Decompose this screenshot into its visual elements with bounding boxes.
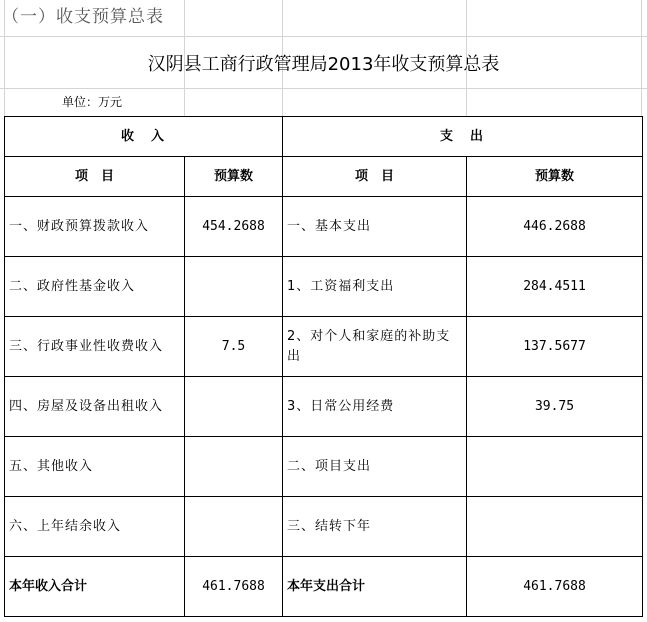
column-header-row xyxy=(5,157,643,197)
income-budget-header: 预算数 xyxy=(185,157,283,197)
table-row xyxy=(5,197,643,257)
table-row xyxy=(5,437,643,497)
expense-value: 39.75 xyxy=(467,377,643,437)
table-header-row xyxy=(5,117,643,157)
expense-item: 2、对个人和家庭的补助支出 xyxy=(283,317,467,377)
income-item: 六、上年结余收入 xyxy=(5,497,185,557)
budget-table xyxy=(4,116,643,617)
expense-item: 二、项目支出 xyxy=(283,437,467,497)
expense-item: 1、工资福利支出 xyxy=(283,257,467,317)
total-row xyxy=(5,557,643,617)
expense-value: 137.5677 xyxy=(467,317,643,377)
income-value: 7.5 xyxy=(185,317,283,377)
income-value xyxy=(185,257,283,317)
expense-value xyxy=(467,437,643,497)
table-row xyxy=(5,497,643,557)
income-value xyxy=(185,497,283,557)
expense-total-label: 本年支出合计 xyxy=(283,557,467,617)
income-item-header: 项 目 xyxy=(5,157,185,197)
section-title: （一）收支预算总表 xyxy=(2,7,164,27)
income-total-label: 本年收入合计 xyxy=(5,557,185,617)
income-item: 五、其他收入 xyxy=(5,437,185,497)
expense-item: 一、基本支出 xyxy=(283,197,467,257)
expense-budget-header: 预算数 xyxy=(467,157,643,197)
expense-value: 446.2688 xyxy=(467,197,643,257)
expense-total-value: 461.7688 xyxy=(467,557,643,617)
income-total-value: 461.7688 xyxy=(185,557,283,617)
expense-value xyxy=(467,497,643,557)
expense-item-header: 项 目 xyxy=(283,157,467,197)
table-row xyxy=(5,377,643,437)
table-row xyxy=(5,317,643,377)
expense-item: 三、结转下年 xyxy=(283,497,467,557)
income-value xyxy=(185,437,283,497)
expense-item: 3、日常公用经费 xyxy=(283,377,467,437)
gridline xyxy=(0,88,647,89)
expense-header: 支 出 xyxy=(283,117,643,157)
income-item: 四、房屋及设备出租收入 xyxy=(5,377,185,437)
page-title: 汉阴县工商行政管理局2013年收支预算总表 xyxy=(147,54,500,75)
income-item: 一、财政预算拨款收入 xyxy=(5,197,185,257)
expense-value: 284.4511 xyxy=(467,257,643,317)
income-header: 收 入 xyxy=(5,117,283,157)
unit-label: 单位：万元 xyxy=(62,95,123,109)
income-item: 三、行政事业性收费收入 xyxy=(5,317,185,377)
income-item: 二、政府性基金收入 xyxy=(5,257,185,317)
table-row xyxy=(5,257,643,317)
income-value: 454.2688 xyxy=(185,197,283,257)
gridline xyxy=(0,36,647,37)
income-value xyxy=(185,377,283,437)
